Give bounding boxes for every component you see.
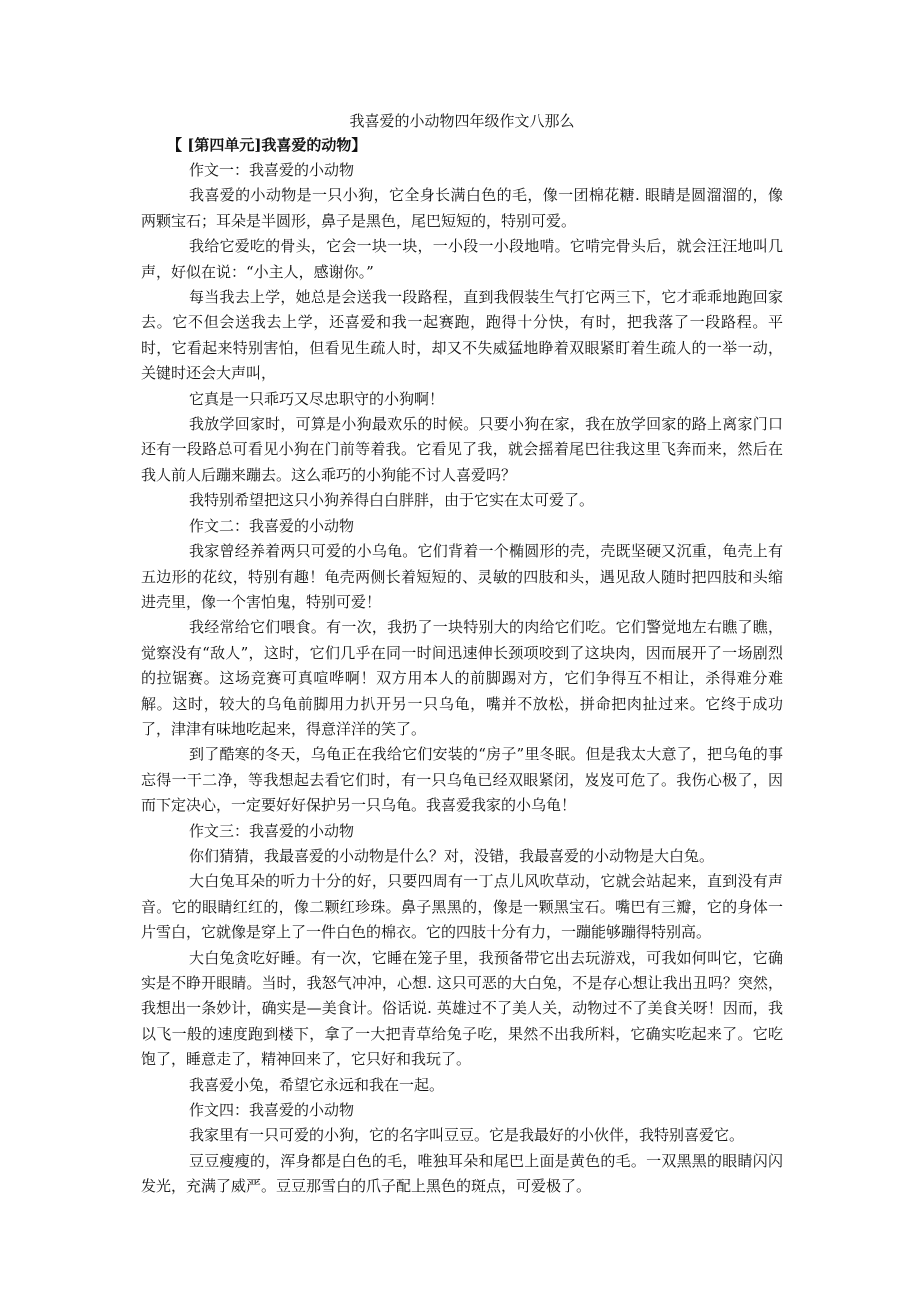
- unit-heading: 【 [第四单元]我喜爱的动物】: [167, 136, 367, 154]
- paragraph: 我家里有一只可爱的小狗，它的名字叫豆豆。它是我最好的小伙伴，我特别喜爱它。: [189, 1126, 745, 1145]
- paragraph: 豆豆瘦瘦的，浑身都是白色的毛，唯独耳朵和尾巴上面是黄色的毛。一双黑黑的眼睛闪闪发光，充满了威严。豆豆那雪白的爪子配上黑色的斑点，可爱极了。: [141, 1151, 783, 1196]
- document-title: 我喜爱的小动物四年级作文八那么: [349, 112, 575, 130]
- paragraph: 大白兔耳朵的听力十分的好，只要四周有一丁点儿风吹草动，它就会站起来，直到没有声音。它的眼睛红红的，像二颗红珍珠。鼻子黑黑的，像是一颗黑宝石。嘴巴有三瓣，它的身体一片雪白，它就像是穿上了一件白色的棉衣。它的四肢十分有力，一蹦能够蹦得特别高。: [141, 872, 783, 942]
- essay-heading: 作文二：我喜爱的小动物: [189, 516, 355, 535]
- essay-heading: 作文三：我喜爱的小动物: [189, 821, 355, 840]
- paragraph: 你们猜猜，我最喜爱的小动物是什么？对，没错，我最喜爱的小动物是大白兔。: [189, 846, 715, 865]
- document-page: [141, 109, 783, 1200]
- paragraph: 每当我去上学，她总是会送我一段路程，直到我假装生气打它两三下，它才乖乖地跑回家去。它不但会送我去上学，还喜爱和我一起赛跑，跑得十分快，有时，把我落了一段路程。平时，它看起来特别害怕，但看见生疏人时，却又不失威猛地睁着双眼紧盯着生疏人的一举一动，关键时还会大声叫，: [141, 288, 783, 383]
- paragraph: 它真是一只乖巧又尽忠职守的小狗啊！: [189, 389, 445, 408]
- paragraph: 我特别希望把这只小狗养得白白胖胖，由于它实在太可爱了。: [189, 491, 595, 510]
- essay-heading: 作文一：我喜爱的小动物: [189, 161, 355, 179]
- essay-section-4: [141, 1098, 783, 1200]
- essay-heading: 作文四：我喜爱的小动物: [189, 1101, 355, 1120]
- paragraph: 我经常给它们喂食。有一次，我扔了一块特别大的肉给它们吃。它们警觉地左右瞧了瞧，觉察没有“敌人”，这时，它们几乎在同一时间迅速伸长颈项咬到了这块肉，因而展开了一场剧烈的拉锯赛。这场竞赛可真喧哗啊！双方用本人的前脚踢对方，它们争得互不相让，杀得难分难解。这时，较大的乌龟前脚用力扒开另一只乌龟，嘴并不放松，拼命把肉扯过来。它终于成功了，津津有味地吃起来，得意洋洋的笑了。: [141, 618, 783, 738]
- paragraph: 我给它爱吃的骨头，它会一块一块，一小段一小段地啃。它啃完骨头后，就会汪汪地叫几声，好似在说：“小主人，感谢你。”: [141, 237, 783, 281]
- essay-section-1: [141, 158, 783, 514]
- essay-section-3: [141, 819, 783, 1098]
- paragraph: 我喜爱小兔，希望它永远和我在一起。: [189, 1075, 445, 1094]
- essay-section-2: [141, 514, 783, 819]
- paragraph: 大白兔贪吃好睡。有一次，它睡在笼子里，我预备带它出去玩游戏，可我如何叫它，它确实是不睁开眼睛。当时，我怒气冲冲，心想. 这只可恶的大白兔，不是存心想让我出丑吗？突然，我想出一条妙计，确实是—美食计。俗话说. 英雄过不了美人关，动物过不了美食关呀！因而，我以飞一般的速度跑到楼下，拿了一大把青草给兔子吃，果然不出我所料，它确实吃起来了。它吃饱了，睡意走了，精神回来了，它只好和我玩了。: [141, 948, 783, 1069]
- paragraph: 我喜爱的小动物是一只小狗，它全身长满白色的毛，像一团棉花糖. 眼睛是圆溜溜的，像两颗宝石；耳朵是半圆形，鼻子是黑色，尾巴短短的，特别可爱。: [141, 186, 783, 230]
- paragraph: 我家曾经养着两只可爱的小乌龟。它们背着一个椭圆形的壳，壳既坚硬又沉重，龟壳上有五边形的花纹，特别有趣！龟壳两侧长着短短的、灵敏的四肢和头，遇见敌人随时把四肢和头缩进壳里，像一个害怕鬼，特别可爱！: [141, 542, 783, 611]
- paragraph: 我放学回家时，可算是小狗最欢乐的时候。只要小狗在家，我在放学回家的路上离家门口还有一段路总可看见小狗在门前等着我。它看见了我，就会摇着尾巴往我这里飞奔而来，然后在我人前人后蹦来蹦去。这么乖巧的小狗能不讨人喜爱吗？: [141, 415, 783, 484]
- paragraph: 到了酷寒的冬天，乌龟正在我给它们安装的“房子”里冬眠。但是我太大意了，把乌龟的事忘得一干二净，等我想起去看它们时，有一只乌龟已经双眼紧闭，岌岌可危了。我伤心极了，因而下定决心，一定要好好保护另一只乌龟。我喜爱我家的小乌龟！: [141, 745, 783, 815]
